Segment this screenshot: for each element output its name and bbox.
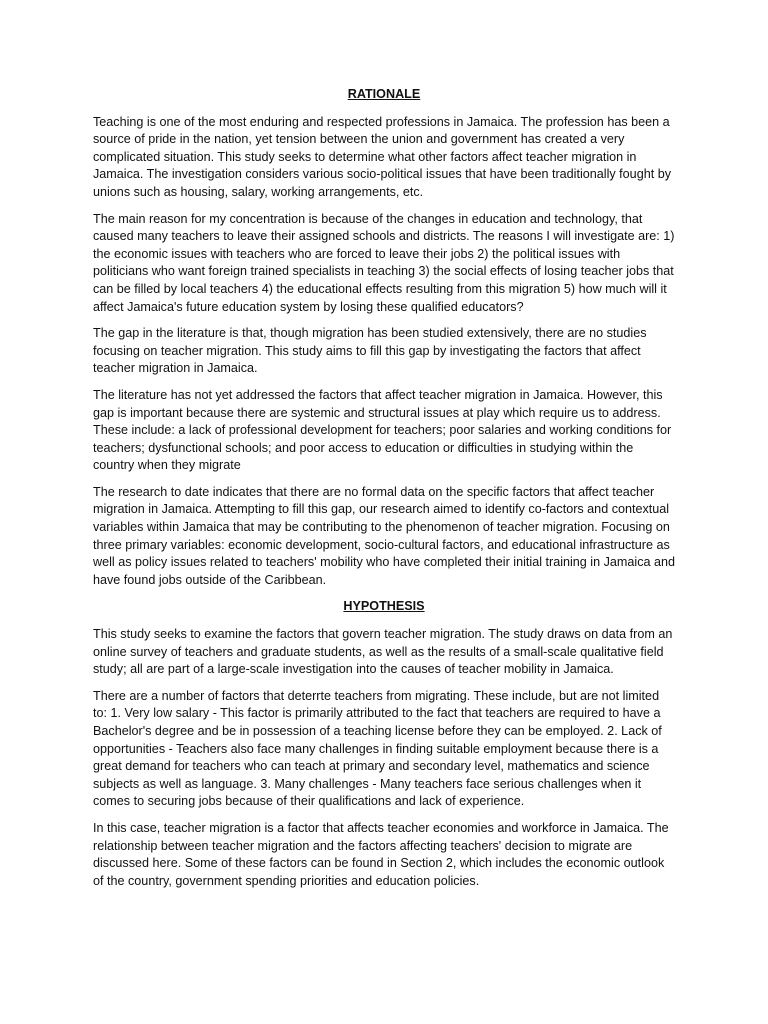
rationale-paragraph-5: The research to date indicates that there are no formal data on the specific factors that affect teacher migration in Jamaica. Attempting to fill this gap, our research aimed to identify co-factors and contextual variables within Jamaica that may be contributing to the phenomenon of teacher migration. Focusing on three primary variables: economic development, socio-cultural factors, and educational infrastructure as well as policy issues related to teachers' mobility who have completed their initial training in Jamaica and have found jobs outside of the Caribbean.	[93, 484, 676, 587]
rationale-heading: RATIONALE	[347, 87, 421, 101]
hypothesis-paragraph-1: This study seeks to examine the factors that govern teacher migration. The study draws on data from an online survey of teachers and graduate students, as well as the results of a small-scale qualitative field study; all are part of a large-scale investigation into the causes of teacher mobility in Jamaica.	[93, 627, 673, 677]
document-body	[93, 86, 675, 899]
rationale-paragraph-4: The literature has not yet addressed the factors that affect teacher migration in Jamaica. However, this gap is important because there are systemic and structural issues at play which require us to address. These include: a lack of professional development for teachers; poor salaries and working conditions for teachers; dysfunctional schools; and poor access to education or difficulties in studying within the country when they migrate	[93, 387, 672, 473]
rationale-paragraph-2: The main reason for my concentration is because of the changes in education and technology, that caused many teachers to leave their assigned schools and districts. The reasons I will investigate are: 1) the economic issues with teachers who are forced to leave their jobs 2) the political issues with politicians who want foreign trained specialists in teaching 3) the social effects of losing teacher jobs that can be filled by local teachers 4) the educational effects resulting from this migration 5) how much will it affect Jamaica's future education system by losing these qualified educators?	[93, 211, 675, 314]
hypothesis-paragraph-3: In this case, teacher migration is a factor that affects teacher economies and workforce in Jamaica. The relationship between teacher migration and the factors affecting teachers' decision to migrate are discussed here. Some of these factors can be found in Section 2, which includes the economic outlook of the country, government spending priorities and education policies.	[93, 820, 669, 888]
rationale-paragraph-1: Teaching is one of the most enduring and respected professions in Jamaica. The profession has been a source of pride in the nation, yet tension between the union and government has created a very complicated situation. This study seeks to determine what other factors affect teacher migration in Jamaica. The investigation considers various socio-political issues that have been traditionally fought by unions such as housing, salary, working arrangements, etc.	[93, 114, 671, 199]
hypothesis-heading: HYPOTHESIS	[343, 599, 425, 614]
hypothesis-paragraph-2: There are a number of factors that deterrte teachers from migrating. These include, but are not limited to: 1. Very low salary - This factor is primarily attributed to the fact that teachers are required to have a Bachelor's degree and be in possession of a teaching license before they can be employed. 2. Lack of opportunities - Teachers also face many challenges in finding suitable employment because there is a great demand for teachers who can teach at primary and secondary level, mathematics and science subjects as well as language. 3. Many challenges - Many teachers face serious challenges when it comes to securing jobs because of their qualifications and lack of experience.	[93, 688, 662, 809]
rationale-paragraph-3: The gap in the literature is that, though migration has been studied extensively, there are no studies focusing on teacher migration. This study aims to fill this gap by investigating the factors that affect teacher migration in Jamaica.	[93, 326, 647, 376]
